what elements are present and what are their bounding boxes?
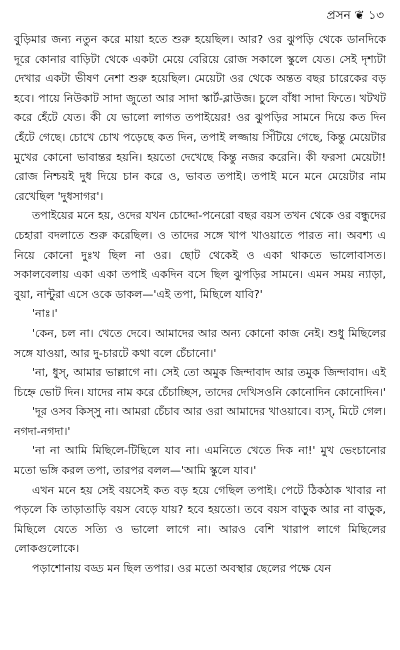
paragraph: তপাইয়ের মনে হয়, ওদের যখন চোদ্দো-পনেরো বছর বয়স তখন থেকে ওর বন্ধুদের চেহারা বদলাতে শুরু করেছিল। ও তাদের সঙ্গে খাপ খাওয়াতে পারত না। অবশ্য এ নিয়ে কোনো দুঃখ ছিল না ওর। ছোট থেকেই ও একা থাকতে ভালোবাসত। সকালবেলায় একা একা তপাই একদিন বসে ছিল ঝুপড়ির সামনে। এমন সময় ন্যাড়া, বুয়া, নান্টুরা এসে ওকে ডাকল—'এই তপা, মিছিলে যাবি?' <box>14 209 386 301</box>
paragraph: 'দূর ওসব কিস্সু না। আমরা চেঁচাব আর ওরা আমাদের খাওয়াবে। ব্যস্, মিটে গেল। নগদা-নগদা।' <box>14 405 386 438</box>
page-body <box>14 30 386 579</box>
paragraph: পড়াশোনায় বড্ড মন ছিল তপার। ওর মতো অবস্থার ছেলের পক্ষে যেন <box>32 562 332 576</box>
paragraph: 'নাঃ।' <box>32 307 58 321</box>
paragraph: এখন মনে হয় সেই বয়সেই কত বড় হয়ে গেছিল তপাই। পেটে ঠিকঠাক খাবার না পড়লে কি তাড়াতাড়ি বয়স বেড়ে যায়? হবে হয়তো। তবে বয়স বাড়ুক আর না বাড়ুক, মিছিলে যেতে সত্যি ও ভালো লাগে না। আরও বেশি খারাপ লাগে মিছিলের লোকগুলোকে। <box>14 483 386 556</box>
paragraph: 'না, ধুস্, আমার ভাল্লাগে না। সেই তো অমুক জিন্দাবাদ আর তমুক জিন্দাবাদ। এই চিহ্নে ভোট দিন। যাদের নাম করে চেঁচাচ্ছিস, তাদের দেখিসওনি কোনোদিন কোনোদিন।' <box>14 366 386 399</box>
paragraph: বুড়িমার জন্য নতুন করে মায়া হতে শুরু হয়েছিল। আর? ওর ঝুপড়ি থেকে ডানদিকে দূরে কোনার বাড়িটা থেকে একটা মেয়ে বেরিয়ে রোজ সকালে স্কুলে যেত। সেই দৃশ্যটা দেখার একটা ভীষণ নেশা শুরু হয়েছিল। মেয়েটা ওর থেকে অন্তত বছর চারেকের বড় হবে। পায়ে নিউকাট সাদা জুতো আর সাদা স্কার্ট-ব্লাউজ। চুলে বাঁধা সাদা ফিতে। খটখট করে হেঁটে যেত। কী যে ভালো লাগত তপাইয়ের! ওর ঝুপড়ির সামনে দিয়ে কত দিন হেঁটে গেছে। চোখে চোখ পড়েছে কত দিন, তপাই লজ্জায় সিঁটিয়ে গেছে, কিন্তু মেয়েটার মুখের কোনো ভাবান্তর হয়নি। হয়তো দেখেছে কিন্তু নজর করেনি। কী ফরসা মেয়েটা! রোজ নিশ্চয়ই দুধ দিয়ে চান করে ও, ভাবত তপাই। তপাই মনে মনে মেয়েটার নাম রেখেছিল 'দুধসাগর'। <box>14 33 386 203</box>
running-title: প্রসন ❦ ১৩ <box>326 8 384 22</box>
running-header <box>14 6 386 24</box>
paragraph: 'কেন, চল না। খেতে দেবে। আমাদের আর অন্য কোনো কাজ নেই। শুধু মিছিলের সঙ্গে যাওয়া, আর দু-চারটে কথা বলে চেঁচানো।' <box>14 326 386 360</box>
paragraph: 'না না আমি মিছিলে-টিছিলে যাব না। এমনিতে খেতে দিক না!' মুখ ভেংচানোর মতো ভঙ্গি করল তপা, তারপর বলল—'আমি স্কুলে যাব।' <box>14 444 386 478</box>
